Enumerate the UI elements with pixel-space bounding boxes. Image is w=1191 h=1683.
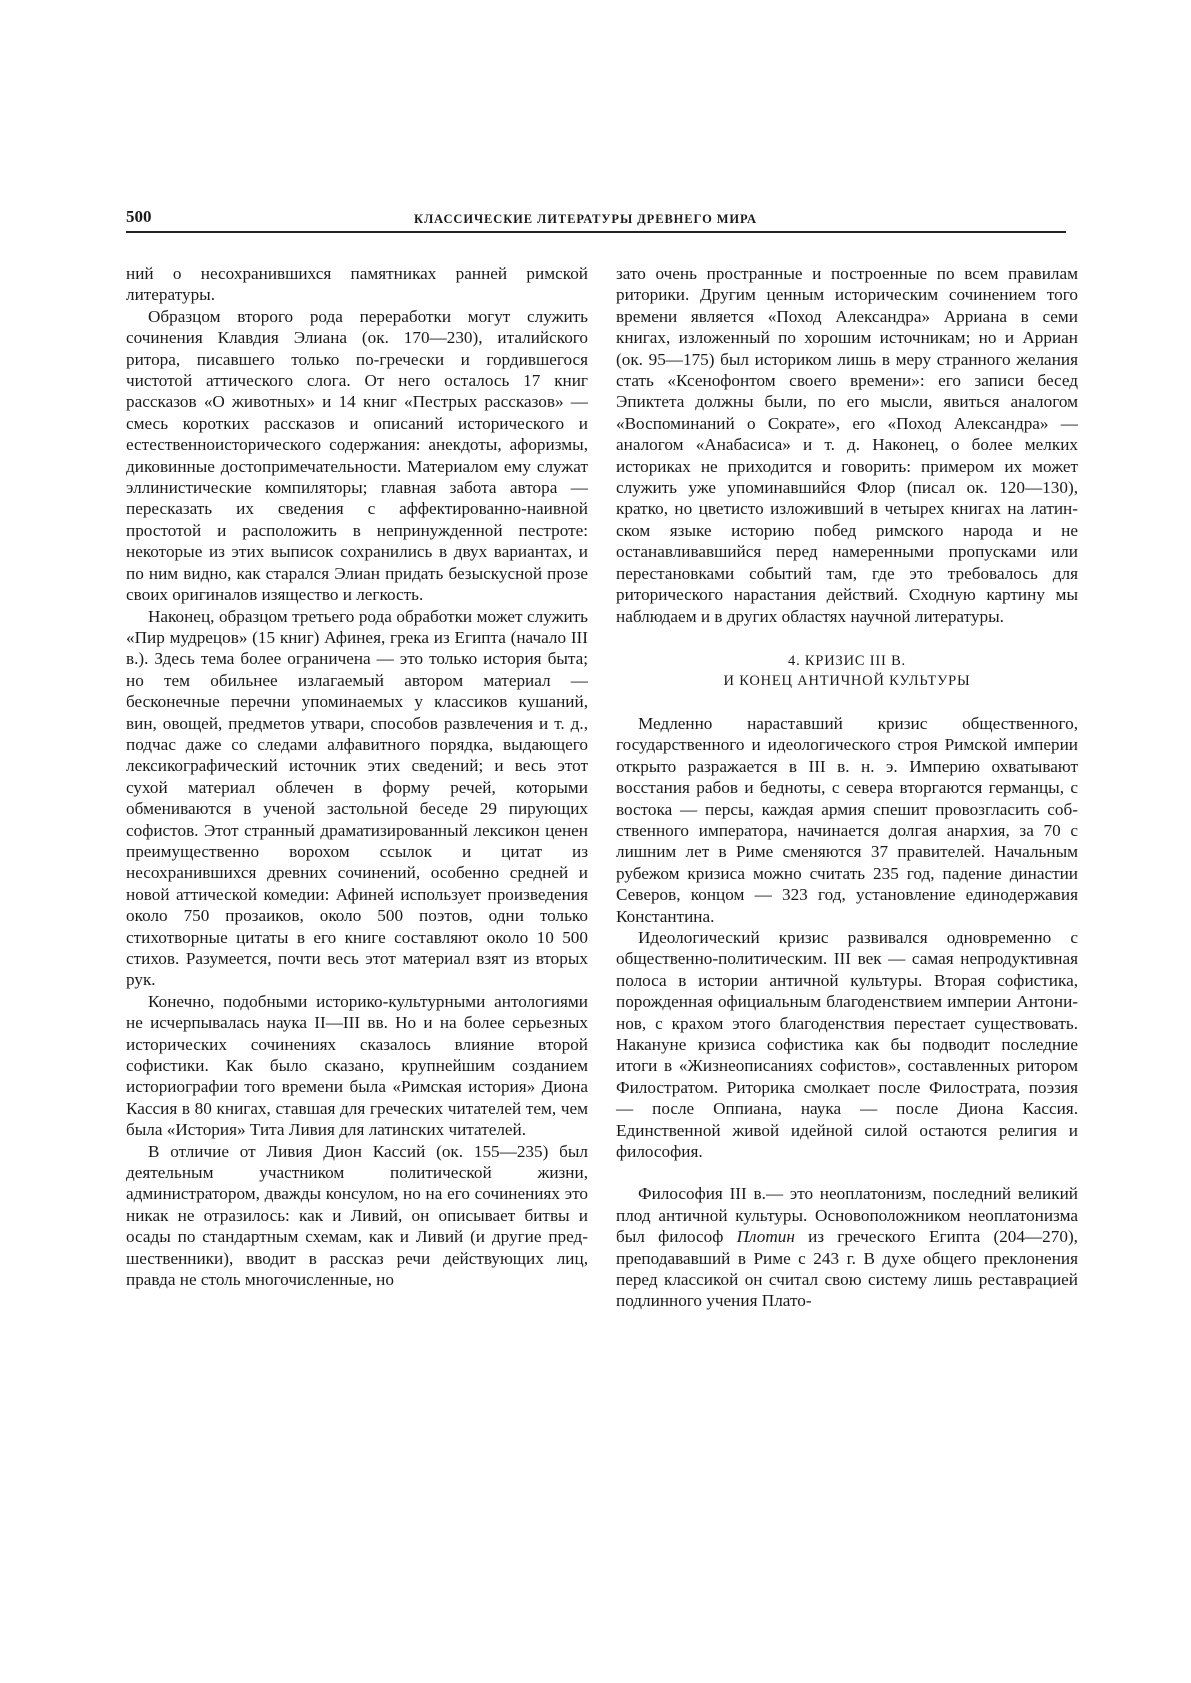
running-head: КЛАССИЧЕСКИЕ ЛИТЕРАТУРЫ ДРЕВНЕГО МИРА — [414, 212, 757, 226]
right-column — [616, 263, 1078, 1312]
paragraph: Идеологический кризис развивался одновременно с общественно-политическим. III век — самая непродуктивная полоса в истории античной культуры. Вторая софистика, порожденная официальным благоденствием империи Антонинов, с крахом этого благоденствия перестает существовать. Накануне кризиса софистика как бы подводит последние итоги в «Жизнеописаниях софистов», составленных ритором Филостратом. Риторика смолкает после Филострата, поэзия — после Оппиана, наука — после Диона Кассия. Единственной живой идейной силой остаются религия и философия. — [616, 927, 1078, 1162]
paragraph: Конечно, подобными историко-культурными антологиями не исчерпывалась наука II—III вв. Но и на более серьезных исторических сочинениях сказалось влияние второй софистики. Как было сказано, крупнейшим созданием историографии того времени была «Римская история» Диона Кассия в 80 книгах, ставшая для греческих читателей тем, чем была «История» Тита Ливия для латинских читателей. — [126, 991, 588, 1140]
paragraph: В отличие от Ливия Дион Кассий (ок. 155—235) был деятельным участником политической жизни, администратором, дважды консулом, но на его сочинениях это никак не отразилось: как и Ливий, он описывает битвы и осады по стандартным схемам, как и Ливий (и другие предшественники), вводит в рассказ речи действующих лиц, правда не столь многочисленные, но — [126, 1141, 588, 1290]
header-rule — [126, 231, 1066, 233]
person-name-italic: Плотин — [736, 1227, 795, 1247]
page-header — [126, 207, 1066, 237]
paragraph: Образцом второго рода переработки могут служить сочинения Клавдия Элиана (ок. 170—230), италийского ритора, писавшего только по-гречески и гордившегося чистотой аттического слога. От него осталось 17 книг рассказов «О животных» и 14 книг «Пестрых рассказов» — смесь коротких рассказов и описаний исторического и естественноисторического содержания: анекдоты, афоризмы, диковинные достопримечательности. Материалом ему служат эллинистические компиляторы; главная забота автора — пересказать их сведения с аффектированно-наивной простотой и расположить в непринужденной пестроте: некоторые из этих выписок сохранились в двух вариантах, и по ним видно, как старался Элиан придать безыскусной прозе своих оригиналов изящество и легкость. — [126, 306, 588, 605]
paragraph: зато очень пространные и построенные по всем правилам риторики. Другим ценным историческим сочинением того времени является «Поход Александра» Арриана в семи книгах, изложенный по хорошим источникам; но и Арриан (ок. 95—175) был историком лишь в меру странного желания стать «Ксенофонтом своего времени»: его записи бесед Эпиктета должны были, по его мысли, явиться аналогом «Воспоминаний о Сократе», его «Поход Александра» — аналогом «Анабасиса» и т. д. Наконец, о более мелких историках не приходится и говорить: примером их может служить уже упоминавшийся Флор (писал ок. 120—130), кратко, но цветисто изложивший в четырех книгах на латинском языке историю побед римского народа и не останавливавшийся перед намеренными пропусками или перестановками событий там, где это требовалось для риторического нарастания действий. Сходную картину мы наблюдаем и в других областях научной литературы. — [616, 264, 1078, 626]
paragraph: Медленно нараставший кризис общественного, государственного и идеологического строя Римской империи открыто разражается в III в. н. э. Империю охватывают восстания рабов и бедноты, с севера вторгаются германцы, с востока — персы, каждая армия спешит провозгласить собственного императора, начинается долгая анархия, за 70 с лишним лет в Риме сменяются 37 правителей. Начальным рубежом кризиса можно считать 235 год, падение династии Северов, концом — 323 год, установление единодержавия Константина. — [616, 713, 1078, 926]
section-heading-line: И КОНЕЦ АНТИЧНОЙ КУЛЬТУРЫ — [723, 672, 971, 689]
page-number: 500 — [126, 207, 152, 226]
paragraph-text: Философия III в.— это неоплатонизм, последний великий плод античной культуры. Основоположником неоплатонизма был философ — [616, 1184, 1078, 1247]
paragraph — [616, 1183, 1078, 1311]
paragraph: Наконец, образцом третьего рода обработки может служить «Пир мудрецов» (15 книг) Афинея, грека из Египта (начало III в.). Здесь тема более ограничена — это только история быта; но тем обильнее излагаемый автором материал — бесконечные перечни упоминаемых у классиков кушаний, вин, овощей, предметов утвари, способов развлечения и т. д., подчас даже со следами алфавитного порядка, выдающего лексикографический источник этих сведений; и весь этот сухой материал облечен в форму речей, которыми обмениваются в ученой застольной беседе 29 пирующих софистов. Этот странный драматизированный лексикон ценен преимущественно ворохом ссылок и цитат из несохранившихся древних сочинений, особенно средней и новой аттической комедии: Афиней использует произведения около 750 прозаиков, около 500 поэтов, одни только стихотворные цитаты в его книге составляют около 10 500 стихов. Разумеется, почти весь этот материал взят из вторых рук. — [126, 606, 588, 990]
section-heading — [616, 651, 1078, 691]
paragraph: ний о несохранившихся памятниках ранней римской литературы. — [126, 264, 588, 305]
section-heading-line: 4. КРИЗИС III В. — [788, 652, 906, 669]
left-column — [126, 263, 588, 1291]
paragraph-text: из греческого Египта (204—270), преподававший в Риме с 243 г. В духе общего преклонения перед классикой он считал свою систему лишь реставрацией подлинного учения Плато- — [616, 1227, 1078, 1311]
